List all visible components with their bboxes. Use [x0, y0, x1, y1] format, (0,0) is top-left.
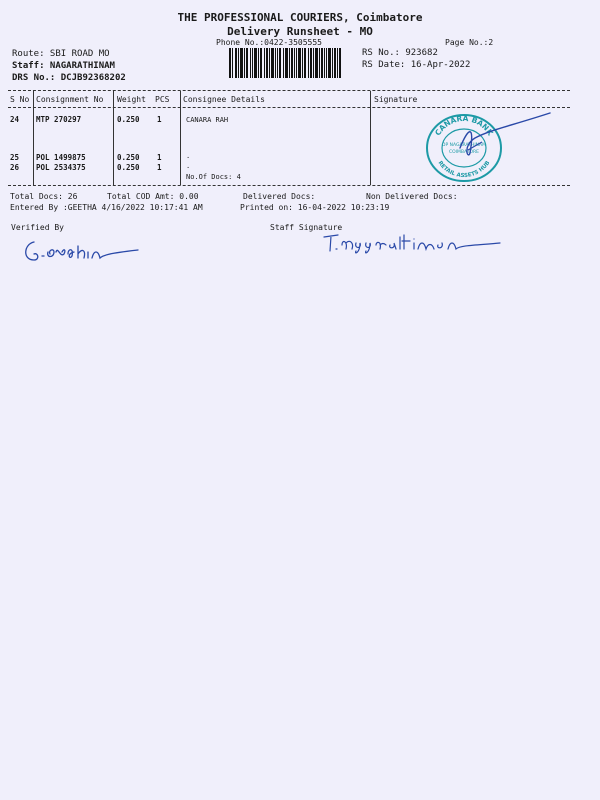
stamp-center-line2: COIMBATORE	[449, 150, 479, 155]
delivered-docs: Delivered Docs:	[243, 192, 316, 201]
header-signature: Signature	[374, 95, 418, 104]
staff-label: Staff: NAGARATHINAM	[12, 61, 115, 71]
row-consignment: MTP 270297	[36, 115, 82, 124]
staff-signature-label: Staff Signature	[270, 223, 343, 232]
company-name: THE PROFESSIONAL COURIERS, Coimbatore	[177, 11, 423, 24]
row-sno: 26	[10, 163, 20, 172]
no-of-docs: No.Of Docs: 4	[186, 173, 241, 181]
row-consignment: POL 2534375	[36, 163, 86, 172]
table-top-rule	[8, 90, 570, 91]
row-consignment: POL 1499875	[36, 153, 86, 162]
table-bottom-rule	[8, 185, 570, 186]
non-delivered-docs: Non Delivered Docs:	[366, 192, 458, 201]
document-title: Delivery Runsheet - MO	[227, 25, 373, 38]
rs-number: RS No.: 923682	[362, 48, 438, 58]
column-divider	[180, 91, 181, 185]
stamp-bottom-text: RETAIL ASSETS HUB	[436, 160, 492, 180]
header-weight: Weight	[117, 95, 146, 104]
drs-number: DRS No.: DCJB92368202	[12, 73, 126, 83]
row-weight: 0.250	[117, 163, 140, 172]
route-label: Route: SBI ROAD MO	[12, 49, 110, 59]
barcode-image	[229, 48, 341, 78]
row-sno: 24	[10, 115, 20, 124]
page-number: Page No.:2	[445, 38, 494, 47]
row-pcs: 1	[157, 115, 162, 124]
rs-date: RS Date: 16-Apr-2022	[362, 60, 471, 70]
header-sno: S No	[10, 95, 30, 104]
stamp-center-line1: DP NAGARATHINAM	[441, 143, 487, 148]
printed-on: Printed on: 16-04-2022 10:23:19	[240, 203, 390, 212]
total-cod-amount: Total COD Amt: 0.00	[107, 192, 199, 201]
verified-by-signature	[20, 232, 150, 267]
row-weight: 0.250	[117, 115, 140, 124]
column-divider	[370, 91, 371, 185]
column-divider	[33, 91, 34, 185]
total-docs: Total Docs: 26	[10, 192, 78, 201]
stamp-top-text: CANARA BANK	[433, 113, 495, 138]
row-consignee: CANARA RAH	[186, 116, 229, 124]
receiver-signature-scribble	[440, 108, 560, 168]
header-consignment: Consignment No	[36, 95, 104, 104]
row-pcs: 1	[157, 153, 162, 162]
column-divider	[113, 91, 114, 185]
staff-signature	[320, 229, 510, 257]
phone-number: Phone No.:0422-3505555	[216, 38, 322, 47]
header-pcs: PCS	[155, 95, 170, 104]
row-consignee: .	[186, 152, 191, 160]
row-pcs: 1	[157, 163, 162, 172]
row-consignee: .	[186, 162, 191, 170]
verified-by-label: Verified By	[11, 223, 64, 232]
row-sno: 25	[10, 153, 20, 162]
row-weight: 0.250	[117, 153, 140, 162]
header-consignee-details: Consignee Details	[183, 95, 265, 104]
entered-by: Entered By :GEETHA 4/16/2022 10:17:41 AM	[10, 203, 203, 212]
